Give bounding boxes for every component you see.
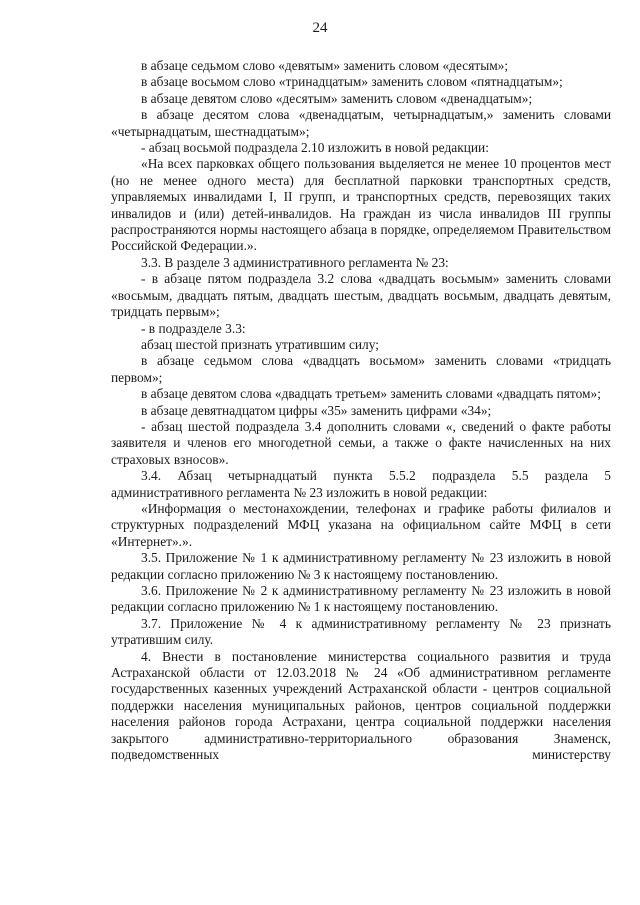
document-body bbox=[111, 58, 611, 763]
paragraph: - в подразделе 3.3: bbox=[141, 320, 246, 336]
paragraph: «На всех парковках общего пользования выделяется не менее 10 процентов мест (но не менее одного места) для бесплатной парковки транспортных средств, управляемых инвалидами I, II групп, и транспортных средств, перевозящих таких инвалидов и (или) детей-инвалидов. На граждан из числа инвалидов III группы распространяются нормы настоящего абзаца в порядке, определяемом Правительством Российской Федерации.». bbox=[111, 156, 611, 254]
paragraph: 3.6. Приложение № 2 к административному регламенту № 23 изложить в новой редакции согласно приложению № 1 к настоящему постановлению. bbox=[111, 583, 611, 615]
paragraph: 3.7. Приложение № 4 к административному регламенту № 23 признать утратившим силу. bbox=[111, 615, 611, 648]
paragraph: в абзаце десятом слова «двенадцатым, четырнадцатым,» заменить словами «четырнадцатым, шестнадцатым»; bbox=[111, 107, 611, 139]
paragraph: - абзац шестой подраздела 3.4 дополнить словами «, сведений о факте работы заявителя и членов его многодетной семьи, а также о факте начисленных на них страховых взносов». bbox=[111, 418, 611, 467]
paragraph: в абзаце восьмом слово «тринадцатым» заменить словом «пятнадцатым»; bbox=[141, 74, 563, 90]
paragraph: 3.4. Абзац четырнадцатый пункта 5.5.2 подраздела 5.5 раздела 5 административного регламента № 23 изложить в новой редакции: bbox=[111, 468, 611, 500]
paragraph: «Информация о местонахождении, телефонах и графике работы филиалов и структурных подразделений МФЦ указана на официальном сайте МФЦ в сети «Интернет».». bbox=[111, 500, 611, 549]
paragraph: в абзаце девятнадцатом цифры «35» заменить цифрами «34»; bbox=[141, 402, 492, 418]
page-number: 24 bbox=[312, 20, 328, 36]
paragraph: в абзаце девятом слово «десятым» заменить словом «двенадцатым»; bbox=[141, 90, 533, 106]
paragraph: 3.3. В разделе 3 административного регламента № 23: bbox=[141, 254, 449, 270]
paragraph: абзац шестой признать утратившим силу; bbox=[141, 336, 379, 352]
paragraph: в абзаце седьмом слово «девятым» заменить словом «десятым»; bbox=[141, 58, 509, 73]
paragraph: - абзац восьмой подраздела 2.10 изложить в новой редакции: bbox=[141, 140, 489, 156]
paragraph: 3.5. Приложение № 1 к административному регламенту № 23 изложить в новой редакции согласно приложению № 3 к настоящему постановлению. bbox=[111, 550, 611, 582]
paragraph: - в абзаце пятом подраздела 3.2 слова «двадцать восьмым» заменить словами «восьмым, двадцать пятым, двадцать шестым, двадцать восьмым, двадцать девятым, тридцать первым»; bbox=[111, 271, 611, 320]
paragraph: в абзаце седьмом слова «двадцать восьмом» заменить словами «тридцать первом»; bbox=[111, 353, 611, 385]
paragraph: в абзаце девятом слова «двадцать третьем» заменить словами «двадцать пятом»; bbox=[141, 386, 601, 402]
paragraph: 4. Внести в постановление министерства социального развития и труда Астраханской области от 12.03.2018 № 24 «Об административном регламенте государственных казенных учреждений Астраханской области - центров социальной поддержки населения муниципальных районов, центров социальной поддержки населения районов города Астрахани, центра социальной поддержки населения закрытого административно-территориального образования Знаменск, подведомственных министерству bbox=[111, 648, 611, 763]
